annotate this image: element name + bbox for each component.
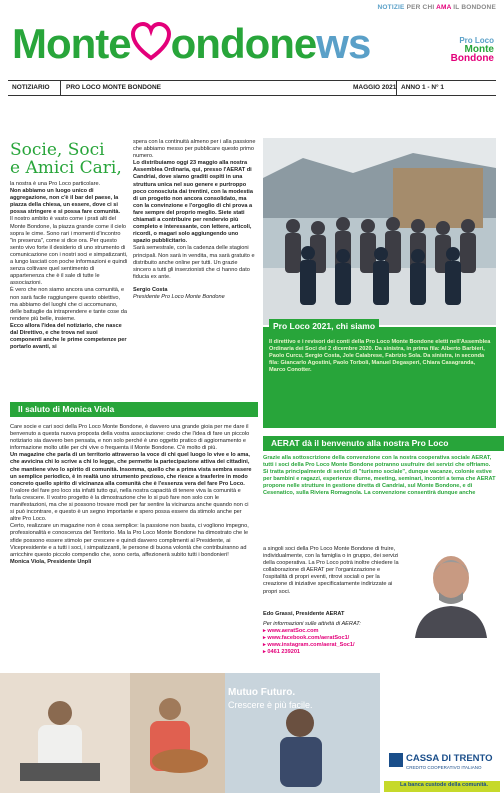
aerat-links: Per informazioni sulle attività di AERAT: ▸ www.aeratSoc.com ▸ www.facebook.com/aeratSoc1/ ▸ www.instagram.com/aerat_Soc1/ ▸ 0461 239201 [263,621,463,656]
saluto-text: Care socie e cari soci della Pro Loco Monte Bondone, è davvero una grande gioia per me dare il benvenuto a questa nuova proposta della vostra associazione: credo che l'idea di fare un piccolo notiziario sia davvero ben pensata, e non solo perché è uno oggetto pratico di aggiornamento e informazione molto utile per chi vive o frequenta il Monte Bondone. C'è molto di più. Un magazine che parla di un territorio attraverso la voce di chi quel luogo lo vive e lo ama, che avvicina chi lo scrive a chi lo legge, che permette la partecipazione attiva dei cittadini, che mantiene vivo lo spirito di comunità. Insomma, quello che a prima vista sembra essere un semplice periodico, è in realtà uno strumento prezioso, che riesce a trasferire in modo concreto quello spirito di vicinanza alla comunità che è l'essenza vera del fare Pro Loco. Il valore del fare pro loco sta infatti tutto qui, nella nostra capacità di tenere viva la comunità e farla crescere. Il vostro progetto è la dimostrazione che lo si può fare non solo con le manifestazioni, ma che si possono trovare modi per far sentire la vicinanza anche quando non ci si può incontrare, e questo è un segno importante e spero possa essere da stimolo anche per altre Pro Loco. Certo, realizzare un magazine non è cosa semplice: la passione non basta, ci vogliono impegno, professionalità e conoscenza del Territorio. Ma la Pro Loco Monte Bondone ha dimostrato che le sfide possono essere stimolo per crescere e quindi davvero complimenti al Presidente, ai Vicepresidente e a tutti i soci, i simpatizzanti, le persone di buona volontà che contribuiranno ad arricchire questo piccolo compendio che, sono certa, affezionerà subito tutti i bondonieri! Monica Viola, Presidente Unpli [10,424,252,565]
bank-name: CASSA DI TRENTO [406,753,493,764]
instagram-link[interactable]: ▸ www.instagram.com/aerat_Soc1/ [263,642,355,649]
aerat-body: a singoli soci della Pro Loco Monte Bondone di fruire, individualmente, con la famiglia o in gruppo, dei servizi della cooperativa. La Pro Loco potrà inoltre chiedere la collaborazione di AERAT per l'organizzazione e l'ospitalità di propri eventi, ritrovi sociali o per la creazione di iniziative specificatamente indirizzate ai propri soci. [263,546,399,595]
facebook-link[interactable]: ▸ www.facebook.com/aeratSoc1/ [263,635,350,642]
bank-slogan: La banca custode della comunità. [400,782,489,788]
group-photo-image [263,138,496,325]
editorial-column-2: spera con la continuità almeno per i alla passione che abbiamo messo per pubblicare questo primo numero. Lo distribuiamo oggi 23 maggio alla nostra Assemblea Ordinaria, qui, presso l'AERAT di Candriai, dove siamo graditi ospiti in una struttura unica nel suo genere e purtroppo poco conosciuta dai trentini, con la modestia di un progetto non ancora consolidato, ma con la convinzione e l'orgoglio di chi prova a fare sempre del proprio meglio. Siete stati chiamati a contribuire per rendervio più completo e interessante, con lettere, articoli, ricordi, o magari solo aggiungendo uno spazio pubblicitario. Sarà semestrale, con la cadenza delle stagioni principali. Non sarà in vendita, ma sarà gratuito e distribuito anche online per tutti. Un grazie sincero a tutti gli inserzionisti che ci hanno dato fiducia ex ante. Sergio Costa Presidente Pro Loco Monte Bondone [133,139,256,300]
editorial-signature: Sergio Costa [133,286,168,293]
group-photo [263,138,496,325]
issue-type: NOTIZIARIO [12,84,50,91]
heart-icon [131,22,171,62]
issue-number: ANNO 1 - N° 1 [401,84,445,91]
masthead [12,18,492,70]
bank-advertisement [0,673,504,793]
ad-slogan-sub: Crescere è più facile. [228,700,313,710]
bank-subtitle: CREDITO COOPERATIVO ITALIANO [406,765,482,770]
saluto-signature: Monica Viola, Presidente Unpli [10,558,92,565]
bank-logo-icon [389,753,403,767]
issue-info-bar [8,80,496,96]
aerat-intro: Grazie alla sottoscrizione della convenzione con la nostra cooperativa sociale AERAT, tutti i soci della Pro Loco Monte Bondone potranno usufruire dei servizi che offriamo. Si tratta principalmente di servizi di "turismo sociale", dunque vacanze, colonie estive per bambini e ragazzi, esperienze diurne, meeting, seminari, incontri a tema che AERAT propone nelle strutture in gestione diretta di Candriai, sul Monte Bondone, e di Cesenatico, sulla Riviera Romagnola. La convenzione consentirà dunque anche [263,455,496,497]
website-link[interactable]: ▸ www.aeratSoc.com [263,628,319,635]
photo-caption-text: Il direttivo e i revisori dei conti della Pro Loco Monte Bondone eletti nell'Assemblea Ordinaria dei Soci del 2 dicembre 2020. Da sinistra, in prima fila: Alberto Barbieri, Paolo Curcu, Sergio Costa, Jole Calabrese, Fabrizio Sola. Da sinistra, in seconda fila: Giancarlo Agostini, Paolo Torboli, Manuel Degasperi, Chiara Casagranda, Marco Conotter. [269,339,491,374]
editorial-column-1: la nostra è una Pro Loco particolare. Non abbiamo un luogo unico di aggregazione, non c'è il bar del paese, la piazza della chiesa, un essere, dove ci si possa stringere e si possa fare comunità. Il nostro ambito è vasto come i prati alti del Monte Bondone, la piazza grande come il cielo sopra le cime. Sono rari i momenti d'incontro "in presenza", come si dice ora. Per questo sento vivo forte il desiderio di uno strumento di comunicazione con i nostri soci e simpatizzanti, a lungo lasciati con poche informazioni e quindi senza coltivare quel sentimento di appartenenza che è il sale di tutte le associazioni. È vero che non siamo ancora una comunità, e non sarà facile raggiungere questo obiettivo, ma abbiamo del luoghi che ci accomunano, delle battaglie da intraprendere e tante cose da rendere più belle, insieme. Ecco allora l'idea del notiziario, che nasce dal Direttivo, e che trova nel suoi componenti anche le prime competenze per portarlo avanti, si [10,181,128,351]
masthead-tagline: NOTIZIE PER CHI AMA IL BONDONE [377,4,496,11]
saluto-heading: Il saluto di Monica Viola [10,402,258,417]
aerat-signature: Edo Grassi, Presidente AERAT [263,611,345,617]
masthead-title: Monte ondonews [12,20,371,67]
pro-loco-logo: Pro Loco Monte Bondone [450,36,494,64]
issue-date: MAGGIO 2021 [353,84,397,91]
photo-caption-title: Pro Loco 2021, chi siamo [269,319,379,333]
aerat-heading: AERAT dà il benvenuto alla nostra Pro Loco [263,436,504,451]
phone-link[interactable]: ▸ 0461 239201 [263,649,301,656]
editorial-heading: Socie, Soci e Amici Cari, [10,140,122,178]
photo-caption-box [263,321,496,428]
issue-organization: PRO LOCO MONTE BONDONE [66,84,161,91]
ad-slogan: Mutuo Futuro. [228,687,296,698]
